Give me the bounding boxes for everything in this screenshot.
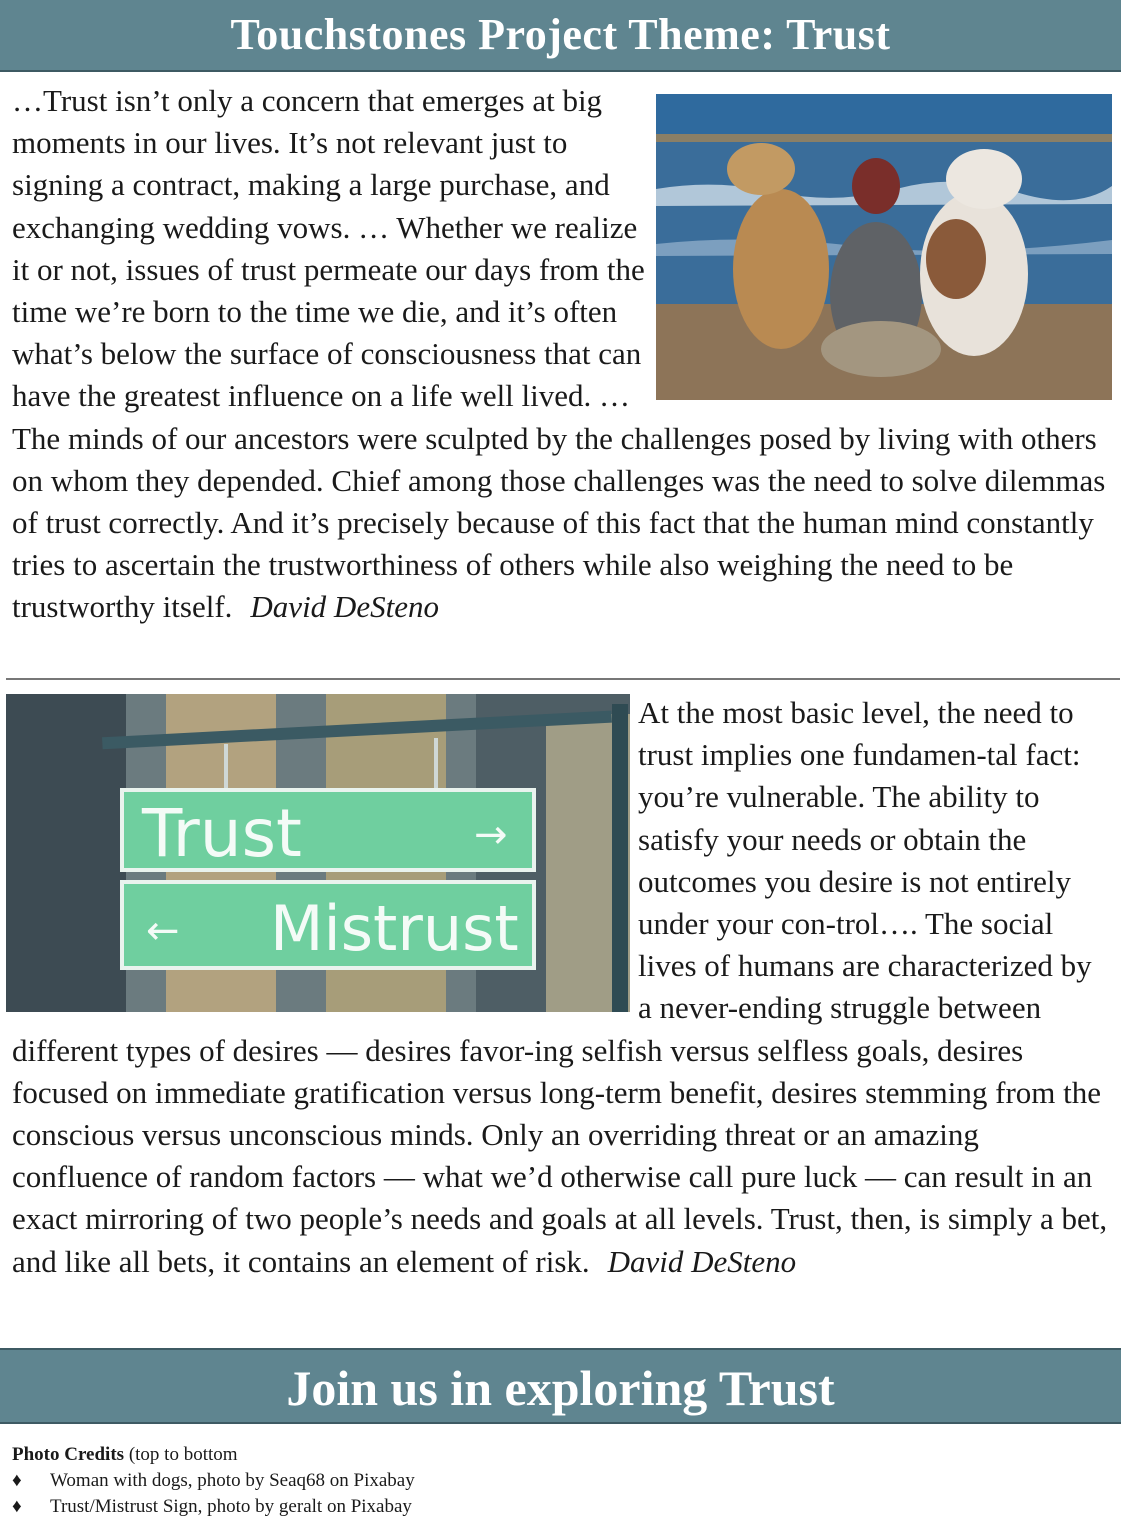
right-arrow-icon: → xyxy=(474,812,508,858)
list-item xyxy=(12,1468,1112,1494)
sign-illustration xyxy=(6,694,630,1012)
quote-1-author: David DeSteno xyxy=(250,589,439,625)
credits-title-suffix: (top to bottom xyxy=(124,1444,238,1465)
photo-credits xyxy=(12,1442,1112,1520)
credits-list xyxy=(12,1468,1112,1520)
quote-2-text: At the most basic level, the need to trust implies one fundamen-tal fact: you’re vulnerable. The ability to satisfy your needs or obtain the outcomes you desire is not entirely under your con-trol…. The social lives of humans are characterized by a never-ending struggle between different types of desires — desires favor-ing selfish versus selfless goals, desires focused on immediate gratification versus long-term benefit, desires stemming from the conscious versus unconscious minds. Only an overriding threat or an amazing confluence of random factors — what we’d otherwise call pure luck — can result in an exact mirroring of two people’s needs and goals at all levels. Trust, then, is simply a bet, and like all bets, it contains an element of risk. xyxy=(12,695,1108,1279)
call-to-action-banner: Join us in exploring Trust xyxy=(0,1348,1121,1424)
sign-mistrust-label: Mistrust xyxy=(270,892,519,965)
quote-1-text: …Trust isn’t only a concern that emerges at big moments in our lives. It’s not relevant just to signing a contract, making a large purchase, and exchanging wedding vows. … Whether we realize it or not, issues of trust permeate our days from the time we’re born to the time we die, and it’s often what’s below the surface of consciousness that can have the greatest influence on a life well lived. …The minds of our ancestors were sculpted by the challenges posed by living with others on whom they depended. Chief among those challenges was the need to solve dilemmas of trust correctly. And it’s precisely because of this fact that the human mind constantly tries to ascertain the trustworthiness of others while also weighing the need to be trustworthy itself. xyxy=(12,83,1106,625)
dogs-illustration xyxy=(656,94,1112,400)
quote-block-1 xyxy=(12,80,1112,629)
sign-trust-label: Trust xyxy=(142,795,302,872)
woman-with-dogs-photo xyxy=(656,94,1112,400)
left-arrow-icon: ← xyxy=(146,908,180,954)
diamond-bullet-icon: ♦ xyxy=(12,1496,22,1517)
credit-text: Woman with dogs, photo by Seaq68 on Pixabay xyxy=(50,1470,415,1491)
section-divider xyxy=(6,678,1120,680)
credits-heading xyxy=(12,1442,1112,1468)
credit-text: Trust/Mistrust Sign, photo by geralt on Pixabay xyxy=(50,1496,412,1517)
quote-2-author: David DeSteno xyxy=(607,1243,797,1279)
page-title: Touchstones Project Theme: Trust xyxy=(0,0,1121,72)
diamond-bullet-icon: ♦ xyxy=(12,1470,22,1491)
quote-block-2 xyxy=(12,692,1112,1283)
list-item xyxy=(12,1494,1112,1520)
trust-mistrust-sign-photo xyxy=(6,694,630,1012)
credits-title: Photo Credits xyxy=(12,1444,125,1465)
